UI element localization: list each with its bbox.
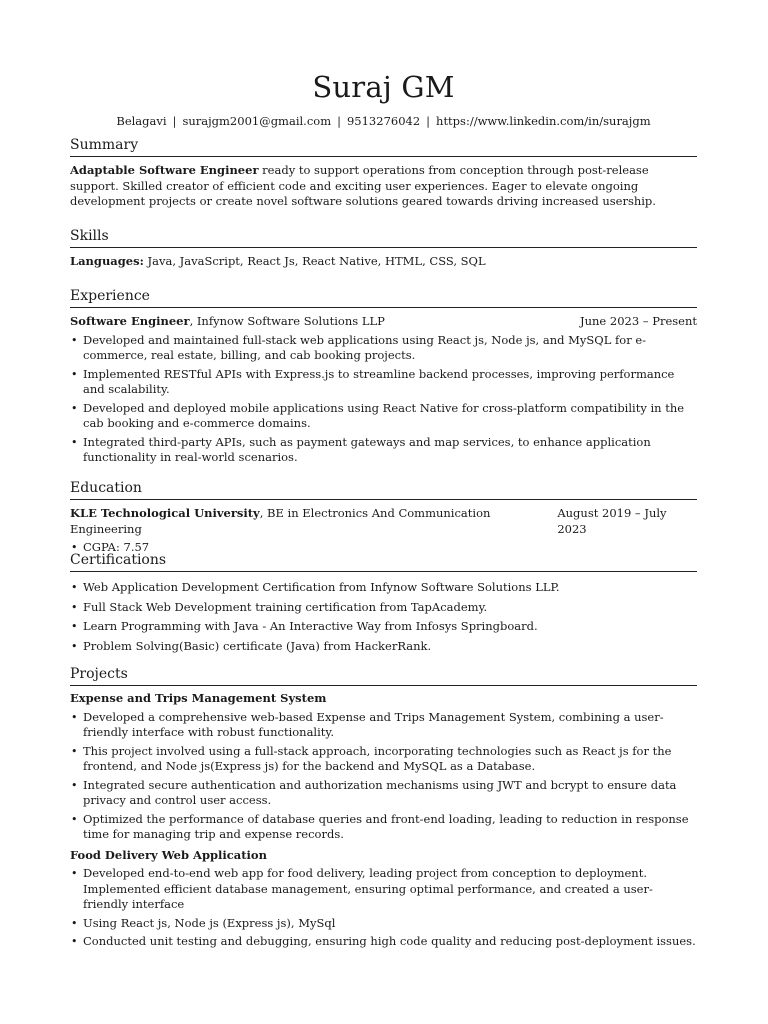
list-item: • This project involved using a full-stack approach, incorporating technologies such as React js for the frontend, and Node js(Express js) for the backend and MySQL as a Database. (70, 744, 697, 775)
list-item: • Web Application Development Certification from Infynow Software Solutions LLP. (70, 580, 697, 596)
experience-role: Software Engineer (70, 314, 190, 328)
list-item: • CGPA: 7.57 (70, 540, 697, 556)
skills-section (70, 227, 697, 270)
certifications-bullets (70, 580, 697, 654)
experience-section (70, 287, 697, 466)
contact-email[interactable]: surajgm2001@gmail.com (182, 114, 332, 128)
list-item: • Developed and maintained full-stack web applications using React js, Node js, and MySQL for e-commerce, real estate, billing, and cab booking projects. (70, 333, 697, 364)
summary-text (70, 163, 697, 210)
education-dates: August 2019 – July 2023 (557, 506, 667, 536)
section-title: Summary (70, 136, 697, 157)
section-title: Projects (70, 665, 697, 686)
list-item: • Implemented RESTful APIs with Express.js to streamline backend processes, improving performance and scalability. (70, 367, 697, 398)
experience-bullets (70, 333, 697, 466)
education-program (70, 506, 557, 537)
contact-separator: | (426, 114, 431, 128)
summary-body: ready to support operations from conception through post-release support. Skilled creator of efficient code and exciting user experiences. Eager to elevate ongoing development projects or create novel software solutions geared towards driving increased usership. (70, 163, 656, 208)
education-section (70, 479, 697, 556)
section-title: Experience (70, 287, 697, 308)
education-header (70, 506, 697, 537)
list-item: • Developed end-to-end web app for food delivery, leading project from conception to deployment. Implemented efficient database management, ensuring optimal performance, and created a user-friendly interface (70, 866, 697, 913)
section-title: Skills (70, 227, 697, 248)
education-school: KLE Technological University (70, 506, 260, 520)
list-item: • Using React js, Node js (Express js), MySql (70, 916, 697, 932)
list-item: • Full Stack Web Development training certification from TapAcademy. (70, 600, 697, 616)
skills-languages (70, 254, 697, 270)
experience-header (70, 314, 697, 330)
experience-company: , Infynow Software Solutions LLP (189, 314, 385, 328)
list-item: • Optimized the performance of database queries and front-end loading, leading to reduction in response time for managing trip and expense records. (70, 812, 697, 843)
list-item: • Developed a comprehensive web-based Expense and Trips Management System, combining a user-friendly interface with robust functionality. (70, 710, 697, 741)
summary-section (70, 136, 697, 210)
list-item: • Conducted unit testing and debugging, ensuring high code quality and reducing post-deployment issues. (70, 934, 697, 950)
skills-value: Java, JavaScript, React Js, React Native, HTML, CSS, SQL (143, 254, 486, 268)
list-item: • Learn Programming with Java - An Interactive Way from Infosys Springboard. (70, 619, 697, 635)
candidate-name: Suraj GM (312, 70, 455, 104)
projects-section (70, 665, 697, 950)
experience-dates: June 2023 – Present (580, 314, 697, 328)
project-bullets (70, 710, 697, 843)
section-title: Education (70, 479, 697, 500)
list-item: • Developed and deployed mobile applications using React Native for cross-platform compatibility in the cab booking and e-commerce domains. (70, 401, 697, 432)
education-degree: , BE in Electronics And Communication Engineering (70, 506, 491, 536)
list-item: • Problem Solving(Basic) certificate (Java) from HackerRank. (70, 639, 697, 655)
project-title: Expense and Trips Management System (70, 691, 327, 705)
experience-position (70, 314, 385, 330)
summary-lead: Adaptable Software Engineer (70, 163, 259, 177)
skills-label: Languages: (70, 254, 144, 268)
contact-separator: | (172, 114, 177, 128)
project-bullets (70, 866, 697, 950)
list-item: • Integrated third-party APIs, such as payment gateways and map services, to enhance application functionality in real-world scenarios. (70, 435, 697, 466)
contact-linkedin[interactable]: https://www.linkedin.com/in/surajgm (436, 114, 651, 128)
project-title: Food Delivery Web Application (70, 847, 267, 862)
contact-location: Belagavi (116, 114, 167, 128)
contact-phone: 9513276042 (346, 114, 421, 128)
contact-separator: | (337, 114, 341, 128)
certifications-section (70, 551, 697, 654)
section-title: Certifications (70, 551, 697, 572)
list-item: • Integrated secure authentication and authorization mechanisms using JWT and bcrypt to ensure data privacy and control user access. (70, 778, 697, 809)
contact-line (70, 113, 697, 129)
